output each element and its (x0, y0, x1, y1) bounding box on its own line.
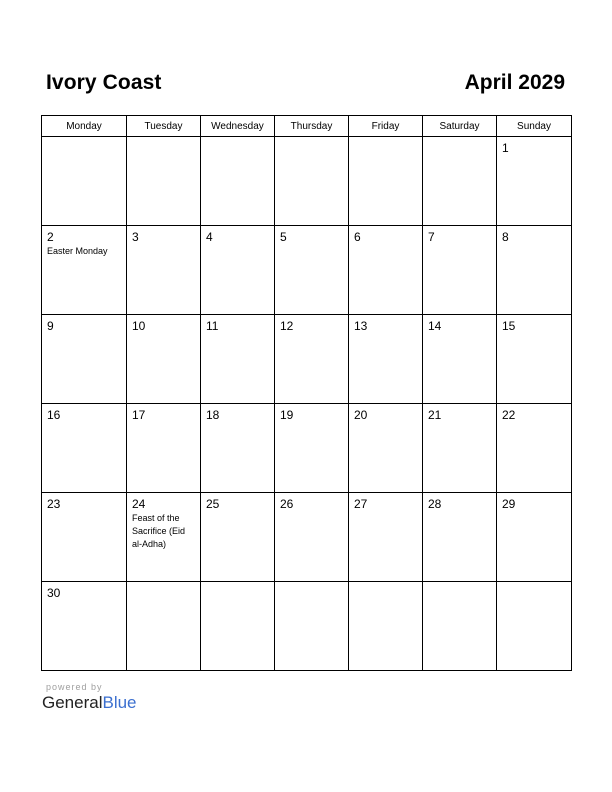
day-cell (201, 226, 275, 315)
day-number: 16 (47, 408, 61, 422)
day-number: 14 (428, 319, 442, 333)
day-number: 24 (132, 497, 146, 511)
day-cell (201, 404, 275, 493)
day-cell (423, 137, 497, 226)
weekday-header: Thursday (275, 116, 349, 137)
day-cell (423, 582, 497, 671)
day-cell (42, 226, 127, 315)
day-cell (423, 226, 497, 315)
weekday-header-row (42, 116, 572, 137)
day-number: 2 (47, 230, 54, 244)
day-cell (423, 404, 497, 493)
week-row (42, 226, 572, 315)
day-cell (349, 404, 423, 493)
day-number: 6 (354, 230, 361, 244)
day-cell (42, 137, 127, 226)
day-cell (497, 137, 572, 226)
day-cell (497, 315, 572, 404)
day-cell (201, 493, 275, 582)
day-cell (349, 137, 423, 226)
logo-text-general: General (42, 693, 103, 712)
holiday-label: Feast of the Sacrifice (Eid al-Adha) (132, 513, 186, 549)
day-number: 9 (47, 319, 54, 333)
day-cell (349, 226, 423, 315)
day-number: 19 (280, 408, 294, 422)
day-number: 3 (132, 230, 139, 244)
day-number: 26 (280, 497, 294, 511)
week-row (42, 404, 572, 493)
day-number: 23 (47, 497, 61, 511)
weekday-header: Wednesday (201, 116, 275, 137)
day-number: 10 (132, 319, 146, 333)
calendar-grid (41, 115, 572, 671)
logo-text-blue: Blue (102, 693, 137, 712)
day-cell (127, 226, 201, 315)
day-number: 29 (502, 497, 516, 511)
powered-by-text: powered by (46, 682, 103, 692)
day-number: 27 (354, 497, 368, 511)
weekday-header: Sunday (497, 116, 572, 137)
day-cell (349, 315, 423, 404)
day-cell (275, 315, 349, 404)
day-number: 7 (428, 230, 435, 244)
day-number: 17 (132, 408, 146, 422)
weekday-header: Monday (42, 116, 127, 137)
week-row (42, 315, 572, 404)
day-cell (201, 137, 275, 226)
day-number: 18 (206, 408, 220, 422)
day-cell (349, 493, 423, 582)
day-cell (201, 582, 275, 671)
week-row (42, 493, 572, 582)
day-cell (42, 315, 127, 404)
day-cell (127, 493, 201, 582)
day-cell (275, 137, 349, 226)
day-number: 20 (354, 408, 368, 422)
day-cell (201, 315, 275, 404)
day-number: 22 (502, 408, 516, 422)
week-row (42, 137, 572, 226)
day-cell (127, 404, 201, 493)
week-row (42, 582, 572, 671)
day-number: 12 (280, 319, 294, 333)
day-number: 5 (280, 230, 287, 244)
day-cell (42, 404, 127, 493)
day-cell (349, 582, 423, 671)
day-number: 15 (502, 319, 516, 333)
generalblue-logo[interactable] (42, 693, 137, 713)
country-title: Ivory Coast (46, 71, 162, 94)
day-cell (42, 582, 127, 671)
day-number: 4 (206, 230, 213, 244)
day-cell (127, 315, 201, 404)
weekday-header: Tuesday (127, 116, 201, 137)
day-cell (423, 315, 497, 404)
day-cell (42, 493, 127, 582)
day-number: 21 (428, 408, 442, 422)
day-number: 25 (206, 497, 220, 511)
day-cell (497, 582, 572, 671)
day-number: 13 (354, 319, 368, 333)
day-number: 28 (428, 497, 442, 511)
day-cell (275, 582, 349, 671)
day-cell (497, 226, 572, 315)
day-cell (127, 582, 201, 671)
day-cell (423, 493, 497, 582)
day-cell (275, 404, 349, 493)
day-number: 1 (502, 141, 509, 155)
day-cell (275, 226, 349, 315)
day-number: 11 (206, 319, 219, 333)
day-cell (127, 137, 201, 226)
day-cell (497, 404, 572, 493)
weekday-header: Friday (349, 116, 423, 137)
day-cell (497, 493, 572, 582)
month-year-title: April 2029 (464, 71, 565, 94)
weekday-header: Saturday (423, 116, 497, 137)
day-number: 8 (502, 230, 509, 244)
holiday-label: Easter Monday (47, 246, 108, 256)
day-number: 30 (47, 586, 61, 600)
day-cell (275, 493, 349, 582)
